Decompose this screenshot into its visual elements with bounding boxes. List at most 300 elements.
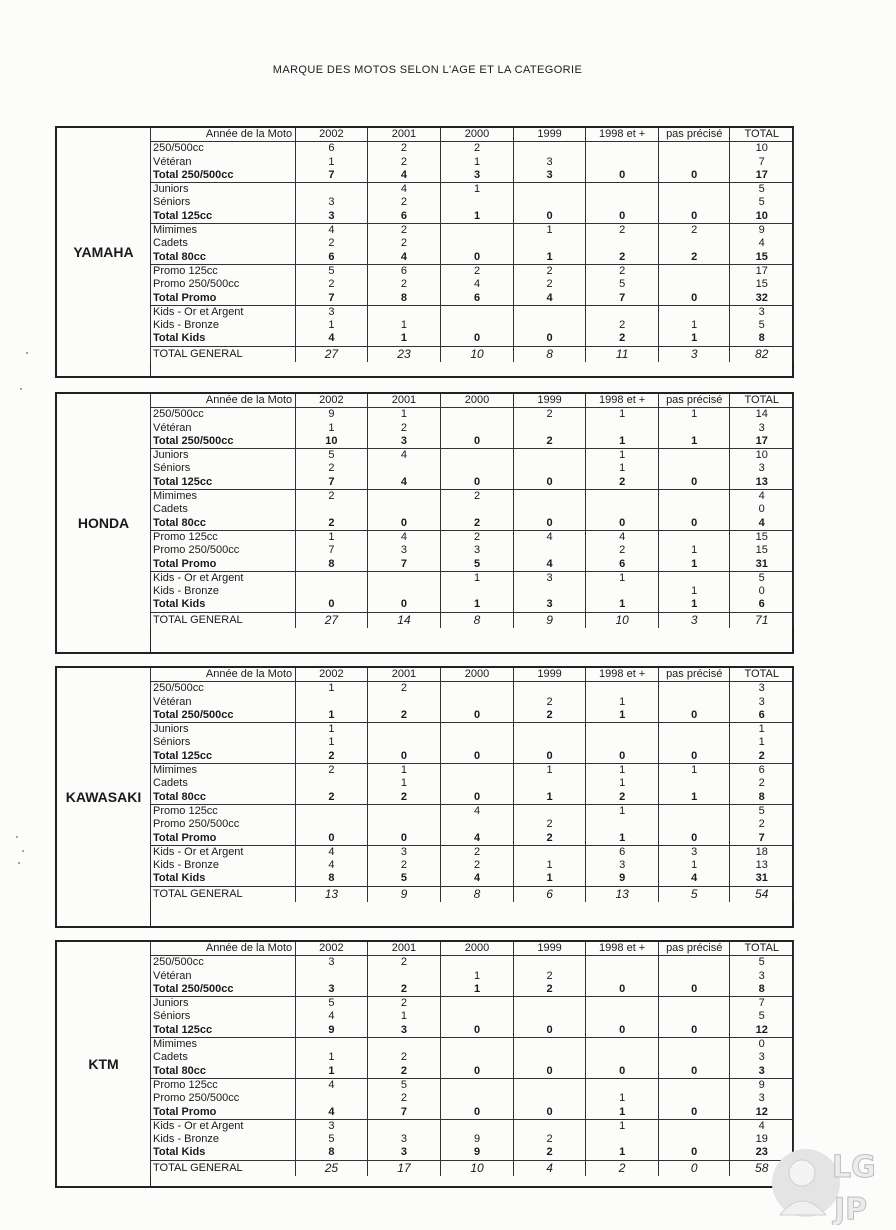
table-cell <box>658 696 730 709</box>
table-cell: 0 <box>658 476 730 490</box>
table-cell: 9 <box>367 886 441 902</box>
grand-total-row <box>151 346 794 362</box>
table-row <box>151 422 794 435</box>
table-cell: 3 <box>367 544 441 557</box>
table-cell: 0 <box>658 1065 730 1079</box>
table-cell <box>441 1078 514 1092</box>
table-cell: 1 <box>296 682 368 696</box>
table-cell: 3 <box>441 544 514 557</box>
table-cell: 8 <box>730 332 794 346</box>
table-cell: 2 <box>367 224 441 238</box>
table-cell: 1 <box>367 1010 441 1023</box>
table-cell <box>441 585 514 598</box>
table-cell: 1 <box>441 210 514 224</box>
subtotal-row <box>151 1106 794 1120</box>
table-cell: 4 <box>367 169 441 183</box>
column-header: 1998 et + <box>586 942 659 956</box>
table-cell: 5 <box>730 183 794 197</box>
table-cell: 2 <box>586 319 659 332</box>
table-cell <box>586 585 659 598</box>
table-cell <box>658 449 730 463</box>
table-cell <box>586 997 659 1011</box>
row-label: Promo 250/500cc <box>151 1092 296 1105</box>
table-cell: 1 <box>586 832 659 846</box>
table-cell <box>441 723 514 737</box>
table-row <box>151 1051 794 1064</box>
brand-table <box>150 394 794 628</box>
brand-block-yamaha <box>55 126 794 378</box>
table-cell: 2 <box>296 750 368 764</box>
table-cell: 1 <box>658 319 730 332</box>
table-cell <box>658 462 730 475</box>
table-cell: 4 <box>586 530 659 544</box>
table-cell: 25 <box>296 1160 368 1176</box>
table-cell: 0 <box>441 1065 514 1079</box>
table-cell: 4 <box>513 292 586 306</box>
column-header: pas précisé <box>658 942 730 956</box>
table-cell: 3 <box>296 1119 368 1133</box>
table-cell: 0 <box>658 832 730 846</box>
table-row <box>151 818 794 831</box>
table-cell <box>513 585 586 598</box>
svg-text:JP: JP <box>834 1192 868 1225</box>
lgjp-stamp-logo <box>770 1135 894 1225</box>
table-cell: 3 <box>730 422 794 435</box>
table-cell: 4 <box>513 558 586 572</box>
table-row <box>151 1092 794 1105</box>
table-cell: 0 <box>367 750 441 764</box>
table-cell: 1 <box>586 1092 659 1105</box>
subtotal-row <box>151 476 794 490</box>
table-cell: 1 <box>658 435 730 449</box>
table-cell: 8 <box>367 292 441 306</box>
table-cell: 0 <box>730 503 794 516</box>
table-cell: 1 <box>367 764 441 778</box>
table-cell: 7 <box>367 558 441 572</box>
table-cell: 8 <box>296 558 368 572</box>
table-cell <box>658 997 730 1011</box>
table-cell: 6 <box>441 292 514 306</box>
table-cell <box>513 845 586 859</box>
table-cell: 0 <box>296 598 368 612</box>
table-cell <box>586 1051 659 1064</box>
table-cell <box>441 449 514 463</box>
subtotal-row <box>151 983 794 997</box>
table-cell: 7 <box>586 292 659 306</box>
header-row <box>151 394 794 408</box>
table-cell <box>513 997 586 1011</box>
table-cell: 0 <box>513 1106 586 1120</box>
table-row <box>151 503 794 516</box>
table-cell: 58 <box>730 1160 794 1176</box>
table-cell: 0 <box>296 832 368 846</box>
table-row <box>151 682 794 696</box>
table-cell <box>441 237 514 250</box>
table-cell: 15 <box>730 278 794 291</box>
grand-total-row <box>151 886 794 902</box>
table-cell <box>658 777 730 790</box>
table-cell: 0 <box>441 791 514 805</box>
table-cell: 1 <box>296 156 368 169</box>
row-label: Total Kids <box>151 598 296 612</box>
table-cell: 1 <box>441 156 514 169</box>
scan-speck <box>18 862 20 864</box>
table-cell <box>441 196 514 209</box>
table-cell: 1 <box>296 530 368 544</box>
table-cell: 0 <box>658 1146 730 1160</box>
row-label: Juniors <box>151 997 296 1011</box>
row-label: Séniors <box>151 196 296 209</box>
table-cell: 1 <box>441 983 514 997</box>
row-label: Total 125cc <box>151 750 296 764</box>
table-cell: 2 <box>513 983 586 997</box>
table-cell: 0 <box>513 332 586 346</box>
table-cell: 1 <box>296 319 368 332</box>
table-cell <box>296 804 368 818</box>
table-cell: 27 <box>296 346 368 362</box>
table-cell: 0 <box>441 251 514 265</box>
table-cell: 1 <box>441 183 514 197</box>
table-cell <box>586 1010 659 1023</box>
column-header: 2000 <box>441 668 514 682</box>
table-cell: 2 <box>367 1092 441 1105</box>
table-cell: 12 <box>730 1024 794 1038</box>
table-cell <box>441 818 514 831</box>
table-cell: 10 <box>296 435 368 449</box>
table-cell: 8 <box>730 983 794 997</box>
table-cell: 2 <box>367 956 441 970</box>
row-label: Total 250/500cc <box>151 983 296 997</box>
table-cell: 3 <box>658 612 730 628</box>
row-label: Kids - Or et Argent <box>151 1119 296 1133</box>
table-cell: 13 <box>586 886 659 902</box>
table-cell: 2 <box>586 791 659 805</box>
row-label: Vétéran <box>151 970 296 983</box>
table-cell: 4 <box>441 278 514 291</box>
table-cell: 2 <box>513 278 586 291</box>
table-cell: 2 <box>367 422 441 435</box>
table-cell: 2 <box>730 750 794 764</box>
table-cell: 3 <box>730 1051 794 1064</box>
table-cell <box>586 682 659 696</box>
grand-total-row <box>151 612 794 628</box>
table-cell <box>296 1092 368 1105</box>
table-cell: 3 <box>730 1065 794 1079</box>
table-cell <box>441 462 514 475</box>
table-cell: 5 <box>730 804 794 818</box>
table-row <box>151 777 794 790</box>
table-cell: 15 <box>730 544 794 557</box>
table-cell: 0 <box>367 832 441 846</box>
table-cell: 0 <box>513 476 586 490</box>
row-label: Promo 125cc <box>151 804 296 818</box>
table-row <box>151 845 794 859</box>
table-cell <box>586 196 659 209</box>
table-cell: 17 <box>730 169 794 183</box>
table-cell: 3 <box>296 956 368 970</box>
table-cell: 7 <box>367 1106 441 1120</box>
table-cell <box>367 305 441 319</box>
table-row <box>151 156 794 169</box>
table-cell <box>586 1038 659 1052</box>
table-cell <box>296 696 368 709</box>
row-label: Mimimes <box>151 764 296 778</box>
table-cell: 3 <box>367 845 441 859</box>
table-cell: 1 <box>586 804 659 818</box>
column-header: 1999 <box>513 942 586 956</box>
table-cell <box>367 503 441 516</box>
row-label: Séniors <box>151 1010 296 1023</box>
row-label: Promo 125cc <box>151 530 296 544</box>
table-cell: 1 <box>586 598 659 612</box>
table-cell: 0 <box>658 169 730 183</box>
row-label: Total 125cc <box>151 1024 296 1038</box>
table-cell: 1 <box>513 872 586 886</box>
table-row <box>151 530 794 544</box>
table-cell: 0 <box>441 709 514 723</box>
table-cell: 1 <box>730 736 794 749</box>
table-cell: 2 <box>513 970 586 983</box>
table-row <box>151 997 794 1011</box>
table-cell: 5 <box>730 956 794 970</box>
table-cell: 2 <box>367 983 441 997</box>
table-cell: 8 <box>730 791 794 805</box>
row-label: 250/500cc <box>151 408 296 422</box>
table-cell <box>441 1038 514 1052</box>
table-row <box>151 305 794 319</box>
table-cell: 1 <box>658 764 730 778</box>
row-label: Kids - Or et Argent <box>151 845 296 859</box>
column-header: 1999 <box>513 394 586 408</box>
table-cell: 1 <box>586 408 659 422</box>
table-cell <box>367 723 441 737</box>
table-cell: 3 <box>367 435 441 449</box>
table-cell: 1 <box>513 224 586 238</box>
subtotal-row <box>151 558 794 572</box>
table-cell <box>658 818 730 831</box>
table-cell: 9 <box>586 872 659 886</box>
table-cell: 0 <box>658 1160 730 1176</box>
row-label: Kids - Bronze <box>151 585 296 598</box>
table-cell: 15 <box>730 530 794 544</box>
table-cell: 3 <box>730 696 794 709</box>
table-cell: 5 <box>586 278 659 291</box>
table-cell: 2 <box>296 237 368 250</box>
table-cell: 4 <box>730 490 794 504</box>
table-cell <box>658 970 730 983</box>
table-cell: 1 <box>658 558 730 572</box>
table-cell: 6 <box>513 886 586 902</box>
table-cell: 3 <box>730 682 794 696</box>
table-row <box>151 319 794 332</box>
table-cell: 2 <box>513 264 586 278</box>
column-header: 2001 <box>367 128 441 142</box>
table-cell: 2 <box>296 764 368 778</box>
table-cell: 15 <box>730 251 794 265</box>
table-cell: 32 <box>730 292 794 306</box>
table-cell: 0 <box>586 169 659 183</box>
table-cell: 4 <box>730 237 794 250</box>
scan-speck <box>22 850 24 852</box>
table-cell: 4 <box>296 1078 368 1092</box>
subtotal-row <box>151 872 794 886</box>
table-cell: 0 <box>658 983 730 997</box>
table-cell <box>586 970 659 983</box>
table-cell: 2 <box>586 264 659 278</box>
table-cell: 9 <box>296 408 368 422</box>
grand-total-row <box>151 1160 794 1176</box>
table-row <box>151 237 794 250</box>
table-cell: 7 <box>730 832 794 846</box>
row-label: Vétéran <box>151 696 296 709</box>
table-cell <box>658 1119 730 1133</box>
table-cell <box>296 183 368 197</box>
table-cell: 1 <box>367 332 441 346</box>
row-label: TOTAL GENERAL <box>151 886 296 902</box>
column-header: pas précisé <box>658 128 730 142</box>
table-cell: 1 <box>513 764 586 778</box>
table-cell: 13 <box>296 886 368 902</box>
table-cell: 6 <box>730 598 794 612</box>
table-cell: 0 <box>513 1065 586 1079</box>
table-cell <box>658 196 730 209</box>
table-cell: 2 <box>367 997 441 1011</box>
table-cell: 0 <box>513 1024 586 1038</box>
table-cell <box>513 305 586 319</box>
row-label: Promo 250/500cc <box>151 544 296 557</box>
table-cell <box>586 490 659 504</box>
table-cell: 2 <box>296 278 368 291</box>
table-row <box>151 196 794 209</box>
row-label: Total 250/500cc <box>151 435 296 449</box>
row-label: TOTAL GENERAL <box>151 1160 296 1176</box>
column-header: 1998 et + <box>586 394 659 408</box>
column-header: 2001 <box>367 668 441 682</box>
column-header: 2001 <box>367 942 441 956</box>
row-label: Total 250/500cc <box>151 709 296 723</box>
table-cell <box>441 1051 514 1064</box>
row-label: Kids - Or et Argent <box>151 305 296 319</box>
table-cell: 2 <box>367 859 441 872</box>
table-cell: 2 <box>296 517 368 531</box>
table-cell: 0 <box>586 517 659 531</box>
row-label: 250/500cc <box>151 142 296 156</box>
table-cell <box>658 278 730 291</box>
scan-speck <box>20 388 22 390</box>
table-cell: 1 <box>296 709 368 723</box>
table-cell: 12 <box>730 1106 794 1120</box>
table-cell <box>367 585 441 598</box>
table-cell: 0 <box>367 517 441 531</box>
table-cell: 2 <box>513 696 586 709</box>
table-cell <box>513 1119 586 1133</box>
table-cell: 5 <box>367 872 441 886</box>
subtotal-row <box>151 332 794 346</box>
table-cell: 9 <box>730 1078 794 1092</box>
table-cell: 6 <box>586 845 659 859</box>
column-header: 2002 <box>296 942 368 956</box>
column-header: 2000 <box>441 942 514 956</box>
table-row <box>151 224 794 238</box>
table-cell: 4 <box>296 1010 368 1023</box>
table-cell: 9 <box>296 1024 368 1038</box>
table-row <box>151 142 794 156</box>
table-cell: 2 <box>513 709 586 723</box>
table-cell <box>296 571 368 585</box>
row-label: Kids - Bronze <box>151 859 296 872</box>
column-header: 1998 et + <box>586 668 659 682</box>
table-cell <box>513 142 586 156</box>
table-cell: 10 <box>441 346 514 362</box>
subtotal-row <box>151 791 794 805</box>
table-cell <box>441 764 514 778</box>
table-cell: 31 <box>730 558 794 572</box>
table-cell: 1 <box>513 251 586 265</box>
table-cell: 3 <box>296 196 368 209</box>
table-cell: 8 <box>513 346 586 362</box>
row-label: Juniors <box>151 183 296 197</box>
table-cell: 10 <box>441 1160 514 1176</box>
table-cell: 0 <box>441 476 514 490</box>
table-cell: 1 <box>296 736 368 749</box>
table-cell <box>513 1038 586 1052</box>
table-cell: 1 <box>658 791 730 805</box>
table-cell: 1 <box>441 598 514 612</box>
table-cell: 2 <box>513 818 586 831</box>
table-cell: 4 <box>367 449 441 463</box>
table-cell: 1 <box>586 709 659 723</box>
table-cell <box>513 490 586 504</box>
table-cell: 0 <box>586 1024 659 1038</box>
table-cell <box>658 571 730 585</box>
table-cell <box>296 818 368 831</box>
table-row <box>151 859 794 872</box>
table-cell: 1 <box>513 791 586 805</box>
table-cell: 6 <box>730 764 794 778</box>
table-row <box>151 490 794 504</box>
row-label: Total Promo <box>151 292 296 306</box>
table-cell: 8 <box>296 1146 368 1160</box>
table-row <box>151 1038 794 1052</box>
table-cell: 9 <box>730 224 794 238</box>
table-cell: 0 <box>730 585 794 598</box>
row-label: Cadets <box>151 1051 296 1064</box>
table-row <box>151 764 794 778</box>
table-cell: 1 <box>367 319 441 332</box>
table-cell: 3 <box>441 169 514 183</box>
table-cell: 2 <box>367 196 441 209</box>
table-cell: 71 <box>730 612 794 628</box>
table-cell <box>513 682 586 696</box>
table-cell: 1 <box>658 544 730 557</box>
table-cell: 4 <box>296 845 368 859</box>
table-cell: 7 <box>730 156 794 169</box>
table-cell: 1 <box>730 723 794 737</box>
table-cell: 2 <box>441 859 514 872</box>
table-cell <box>658 142 730 156</box>
table-cell: 14 <box>367 612 441 628</box>
table-cell: 0 <box>441 1024 514 1038</box>
subtotal-row <box>151 435 794 449</box>
table-cell <box>296 503 368 516</box>
table-cell: 0 <box>730 1038 794 1052</box>
row-label: Total Promo <box>151 558 296 572</box>
table-cell <box>513 1051 586 1064</box>
table-cell: 23 <box>730 1146 794 1160</box>
brand-name: YAMAHA <box>57 128 151 376</box>
table-cell: 27 <box>296 612 368 628</box>
table-cell: 2 <box>513 832 586 846</box>
